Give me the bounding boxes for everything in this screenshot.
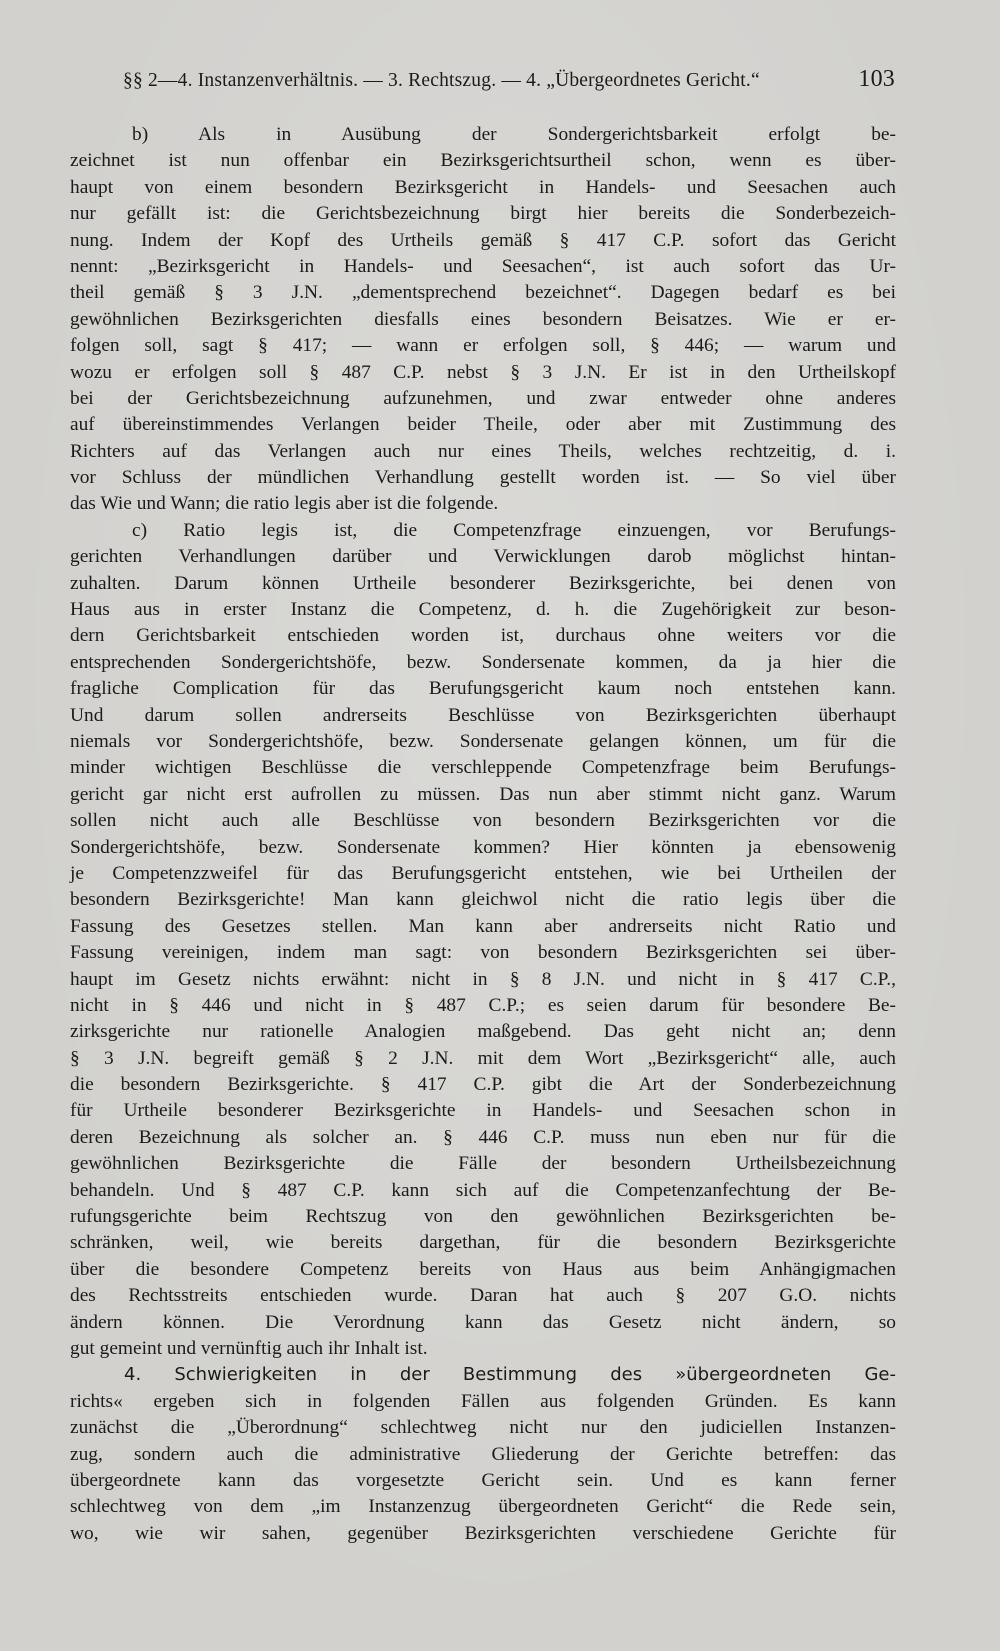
text-line: gericht gar nicht erst aufrollen zu müssen. Das nun aber stimmt nicht ganz. Warum [70, 783, 896, 805]
text-line: übergeordnete kann das vorgesetzte Gericht sein. Und es kann ferner [70, 1469, 896, 1491]
text-line: gewöhnlichen Bezirksgerichte die Fälle der besondern Urtheilsbezeichnung [70, 1153, 896, 1175]
text-line: ändern können. Die Verordnung kann das Gesetz nicht ändern, so [70, 1311, 896, 1333]
text-line: zirksgerichte nur rationelle Analogien maßgebend. Das geht nicht an; denn [70, 1021, 896, 1043]
text-line: das Wie und Wann; die ratio legis aber ist die folgende. [70, 493, 499, 515]
text-line: nicht in § 446 und nicht in § 487 C.P.; es seien darum für besondere Be- [70, 994, 896, 1016]
text-line: entsprechenden Sondergerichtshöfe, bezw. Sondersenate kommen, da ja hier die [70, 651, 896, 673]
text-line: Fassung des Gesetzes stellen. Man kann aber andrerseits nicht Ratio und [70, 915, 896, 937]
text-line: nur gefällt ist: die Gerichtsbezeichnung birgt hier bereits die Sonderbezeich- [70, 203, 896, 225]
text-line: c) Ratio legis ist, die Competenzfrage einzuengen, vor Berufungs- [132, 519, 896, 541]
text-line: § 3 J.N. begreift gemäß § 2 J.N. mit dem Wort „Bezirksgericht“ alle, auch [70, 1047, 896, 1069]
page-number: 103 [858, 66, 895, 92]
text-line: Fassung vereinigen, indem man sagt: von besondern Bezirksgerichten sei über- [70, 942, 896, 964]
text-line: für Urtheile besonderer Bezirksgerichte in Handels- und Seesachen schon in [70, 1100, 896, 1122]
text-line: je Competenzzweifel für das Berufungsgericht entstehen, wie bei Urtheilen der [70, 862, 896, 884]
text-line: nung. Indem der Kopf des Urtheils gemäß § 417 C.P. sofort das Gericht [70, 229, 896, 251]
text-line: niemals vor Sondergerichtshöfe, bezw. Sondersenate gelangen können, um für die [70, 730, 896, 752]
text-line: gut gemeint und vernünftig auch ihr Inhalt ist. [70, 1337, 428, 1359]
text-line: sollen nicht auch alle Beschlüsse von besondern Bezirksgerichten vor die [70, 810, 896, 832]
text-line: nennt: „Bezirksgericht in Handels- und Seesachen“, ist auch sofort das Ur- [70, 255, 896, 277]
text-line: Haus aus in erster Instanz die Competenz, d. h. die Zugehörigkeit zur beson- [70, 599, 896, 621]
text-line: b) Als in Ausübung der Sondergerichtsbarkeit erfolgt be- [132, 124, 896, 145]
text-line: des Rechtsstreits entschieden wurde. Daran hat auch § 207 G.O. nichts [70, 1285, 896, 1307]
text-line: bei der Gerichtsbezeichnung aufzunehmen, und zwar entweder ohne anderes [70, 387, 896, 409]
text-line: gewöhnlichen Bezirksgerichten diesfalls eines besondern Beisatzes. Wie er er- [70, 308, 896, 330]
text-line: behandeln. Und § 487 C.P. kann sich auf die Competenzanfechtung der Be- [70, 1179, 896, 1201]
text-line: fragliche Complication für das Berufungsgericht kaum noch entstehen kann. [70, 678, 896, 700]
text-line: gerichten Verhandlungen darüber und Verwicklungen darob möglichst hintan- [70, 546, 896, 568]
text-line: schlechtweg von dem „im Instanzenzug übergeordneten Gericht“ die Rede sein, [70, 1496, 896, 1518]
text-line: folgen soll, sagt § 417; — wann er erfolgen soll, § 446; — warum und [70, 335, 896, 357]
text-line: wo, wie wir sahen, gegenüber Bezirksgerichten verschiedene Gerichte für [70, 1522, 896, 1544]
text-line: besondern Bezirksgerichte! Man kann gleichwol nicht die ratio legis über die [70, 889, 896, 911]
body-text [70, 122, 896, 1547]
text-line: Und darum sollen andrerseits Beschlüsse von Bezirksgerichten überhaupt [70, 704, 896, 726]
text-line: deren Bezeichnung als solcher an. § 446 C.P. muss nun eben nur für die [70, 1126, 896, 1148]
text-line: theil gemäß § 3 J.N. „dementsprechend bezeichnet“. Dagegen bedarf es bei [70, 282, 896, 304]
text-line: haupt im Gesetz nichts erwähnt: nicht in § 8 J.N. und nicht in § 417 C.P., [70, 968, 896, 990]
text-line: zunächst die „Überordnung“ schlechtweg nicht nur den judiciellen Instanzen- [70, 1417, 896, 1439]
running-header [123, 66, 895, 100]
text-line: zug, sondern auch die administrative Gliederung der Gerichte betreffen: das [70, 1443, 896, 1465]
text-line: schränken, weil, wie bereits dargethan, für die besondern Bezirksgerichte [70, 1232, 896, 1254]
text-line: Richters auf das Verlangen auch nur eines Theils, welches rechtzeitig, d. i. [70, 440, 896, 462]
text-line: Sondergerichtshöfe, bezw. Sondersenate kommen? Hier könnten ja ebensowenig [70, 836, 896, 858]
text-line: zeichnet ist nun offenbar ein Bezirksgerichtsurtheil schon, wenn es über- [70, 150, 896, 172]
text-line: haupt von einem besondern Bezirksgericht in Handels- und Seesachen auch [70, 176, 896, 198]
running-title: §§ 2—4. Instanzenverhältnis. — 3. Rechtszug. — 4. „Übergeordnetes Gericht.“ [123, 70, 760, 91]
section-heading: 4. Schwierigkeiten in der Bestimmung des »übergeordneten Ge- [124, 1364, 896, 1386]
text-line: minder wichtigen Beschlüsse die verschleppende Competenzfrage beim Berufungs- [70, 757, 896, 779]
text-line: richts« ergeben sich in folgenden Fällen aus folgenden Gründen. Es kann [70, 1390, 896, 1412]
text-line: vor Schluss der mündlichen Verhandlung gestellt worden ist. — So viel über [70, 467, 896, 489]
text-line: über die besondere Competenz bereits von Haus aus beim Anhängigmachen [70, 1258, 896, 1280]
text-line: rufungsgerichte beim Rechtszug von den gewöhnlichen Bezirksgerichten be- [70, 1206, 896, 1228]
text-line: auf übereinstimmendes Verlangen beider Theile, oder aber mit Zustimmung des [70, 414, 896, 436]
text-line: die besondern Bezirksgerichte. § 417 C.P. gibt die Art der Sonderbezeichnung [70, 1074, 896, 1096]
text-line: zuhalten. Darum können Urtheile besonderer Bezirksgerichte, bei denen von [70, 572, 896, 594]
text-line: dern Gerichtsbarkeit entschieden worden ist, durchaus ohne weiters vor die [70, 625, 896, 647]
text-line: wozu er erfolgen soll § 487 C.P. nebst § 3 J.N. Er ist in den Urtheilskopf [70, 361, 896, 383]
